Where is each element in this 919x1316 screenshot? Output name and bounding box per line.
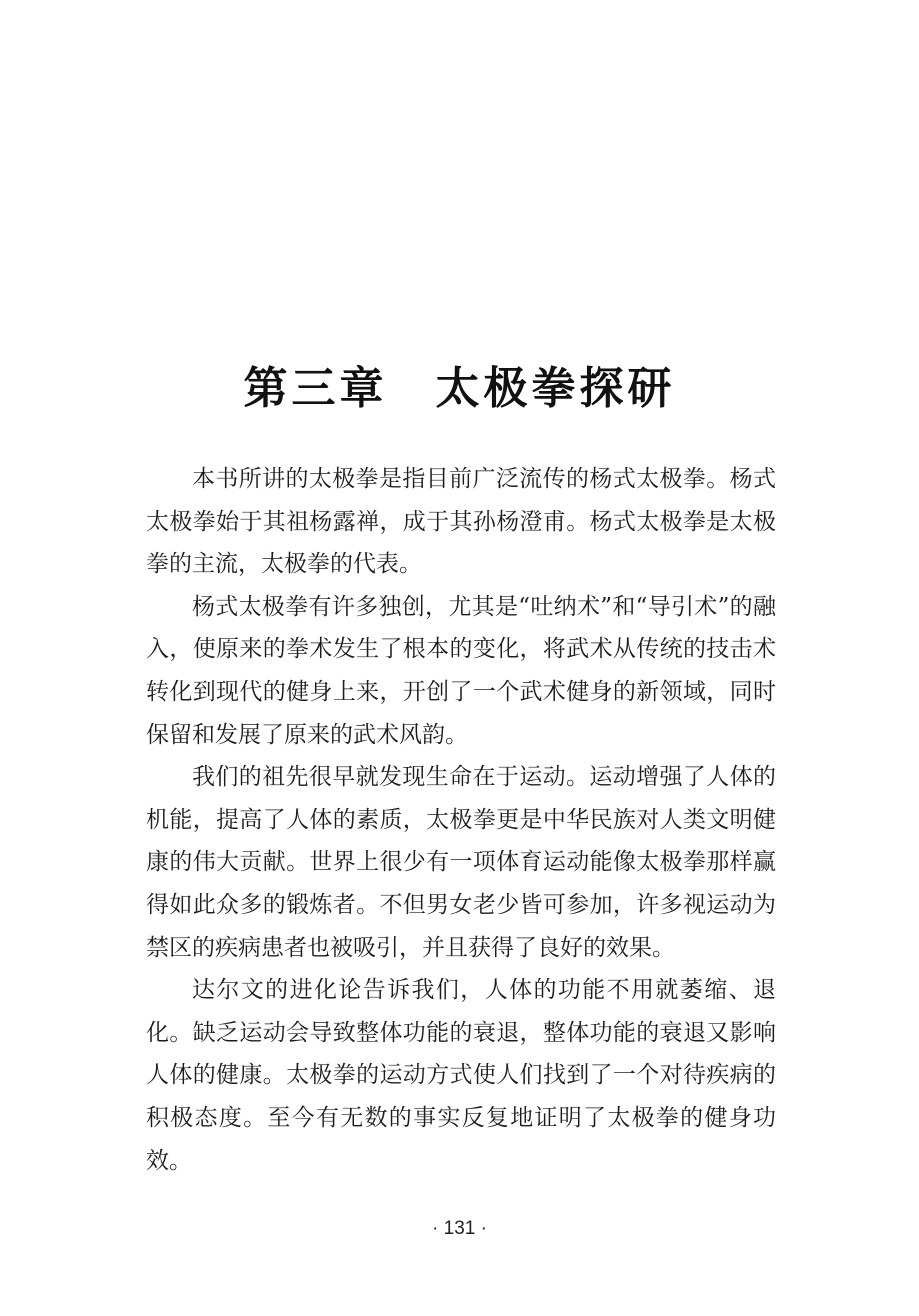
paragraph: 我们的祖先很早就发现生命在于运动。运动增强了人体的机能，提高了人体的素质，太极拳更是中华民族对人类文明健康的伟大贡献。世界上很少有一项体育运动能像太极拳那样赢得如此众多的锻炼者。不但男女老少皆可参加，许多视运动为禁区的疾病患者也被吸引，并且获得了良好的效果。 xyxy=(146,764,776,961)
paragraph: 杨式太极拳有许多独创，尤其是“吐纳术”和“导引术”的融入，使原来的拳术发生了根本的变化，将武术从传统的技击术转化到现代的健身上来，开创了一个武术健身的新领域，同时保留和发展了原来的武术风韵。 xyxy=(146,593,776,748)
paragraph: 本书所讲的太极拳是指目前广泛流传的杨式太极拳。杨式太极拳始于其祖杨露禅，成于其孙杨澄甫。杨式太极拳是太极拳的主流，太极拳的代表。 xyxy=(146,466,776,578)
chapter-body xyxy=(146,458,776,1182)
page-number: · 131 · xyxy=(432,1218,487,1239)
paragraph: 达尔文的进化论告诉我们，人体的功能不用就萎缩、退化。缺乏运动会导致整体功能的衰退，整体功能的衰退又影响人体的健康。太极拳的运动方式使人们找到了一个对待疾病的积极态度。至今有无数的事实反复地证明了太极拳的健身功效。 xyxy=(146,977,776,1174)
chapter-title: 第三章 太极拳探研 xyxy=(243,363,676,415)
